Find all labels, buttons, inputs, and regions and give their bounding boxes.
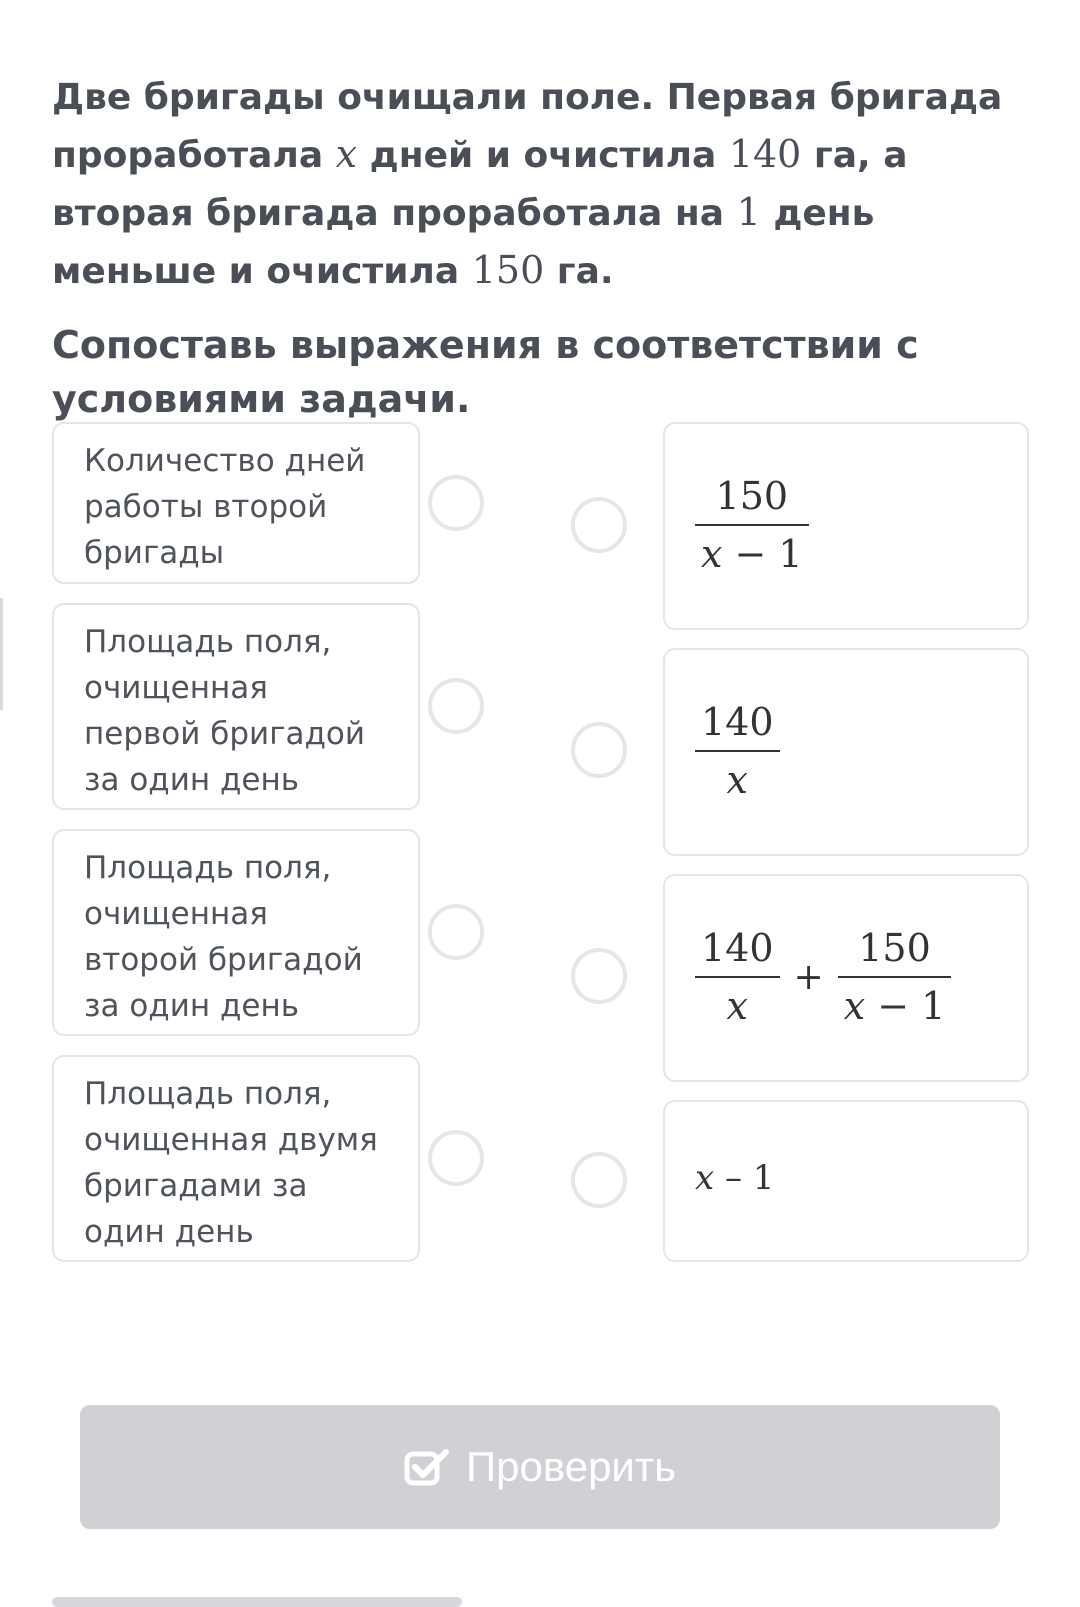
left-connector-1[interactable]	[428, 475, 484, 531]
left-card-1[interactable]	[52, 422, 420, 584]
expression-rest: – 1	[714, 1158, 775, 1198]
denominator-rest: − 1	[865, 984, 946, 1028]
denominator-rest: − 1	[722, 532, 803, 576]
problem-text-5: га.	[544, 251, 614, 292]
fraction-numerator: 140	[701, 926, 774, 970]
right-card-2[interactable]	[663, 648, 1029, 856]
left-card-label: Площадь поля, очищенная первой бригадой за один день	[84, 624, 366, 798]
left-card-label: Площадь поля, очищенная двумя бригадами за один день	[84, 1076, 378, 1250]
fraction	[695, 926, 780, 1028]
right-card-4[interactable]	[663, 1100, 1029, 1262]
expression	[695, 1158, 774, 1198]
fraction-denominator	[838, 978, 952, 1028]
problem-num-1: 1	[736, 190, 761, 234]
problem-text-2: дней и очистила	[357, 135, 729, 176]
denominator-variable: x	[701, 532, 723, 576]
left-connector-3[interactable]	[428, 904, 484, 960]
problem-num-150: 150	[471, 248, 545, 292]
problem-text-1: Две бригады очищали поле. Первая бригада проработала	[52, 77, 1003, 176]
fraction-denominator	[721, 978, 754, 1028]
problem-text-3: га, а вторая бригада проработала на	[52, 135, 908, 234]
checkbox-check-icon	[404, 1447, 450, 1487]
formula-sum	[695, 926, 951, 1028]
fraction-denominator	[695, 526, 809, 576]
right-connector-4[interactable]	[571, 1152, 627, 1208]
expression-variable: x	[695, 1158, 715, 1198]
formula-150-over-x-minus-1	[695, 474, 809, 576]
formula-x-minus-1	[695, 1158, 774, 1198]
left-card-4[interactable]	[52, 1055, 420, 1262]
right-connector-1[interactable]	[571, 497, 627, 553]
left-connector-4[interactable]	[428, 1130, 484, 1186]
left-connector-2[interactable]	[428, 678, 484, 734]
denominator-variable: x	[726, 758, 748, 802]
right-card-3[interactable]	[663, 874, 1029, 1082]
left-card-2[interactable]	[52, 603, 420, 810]
left-edge-divider	[0, 598, 3, 710]
fraction-numerator: 140	[701, 700, 774, 744]
fraction	[838, 926, 952, 1028]
problem-num-140: 140	[728, 132, 802, 176]
formula-140-over-x	[695, 700, 780, 802]
left-card-3[interactable]	[52, 829, 420, 1036]
fraction	[695, 474, 809, 576]
denominator-variable: x	[843, 984, 866, 1028]
fraction-denominator	[721, 752, 754, 802]
bottom-partial-element	[52, 1597, 462, 1607]
right-connector-3[interactable]	[571, 948, 627, 1004]
fraction-numerator: 150	[858, 926, 931, 970]
fraction-numerator: 150	[715, 474, 789, 518]
right-card-1[interactable]	[663, 422, 1029, 630]
check-button-label: Проверить	[465, 1443, 677, 1490]
denominator-variable: x	[726, 984, 748, 1028]
problem-var-x: x	[335, 132, 358, 176]
right-connector-2[interactable]	[571, 722, 627, 778]
left-card-label: Площадь поля, очищенная второй бригадой за один день	[84, 850, 363, 1024]
plus-sign: +	[793, 956, 824, 998]
fraction	[695, 700, 780, 802]
problem-text-4: день меньше и очистила	[52, 193, 875, 292]
problem-statement	[52, 70, 1042, 300]
instruction-text: Сопоставь выражения в соответствии с условиями задачи.	[52, 323, 919, 421]
left-card-label: Количество дней работы второй бригады	[84, 443, 366, 571]
check-button[interactable]	[80, 1405, 1000, 1529]
